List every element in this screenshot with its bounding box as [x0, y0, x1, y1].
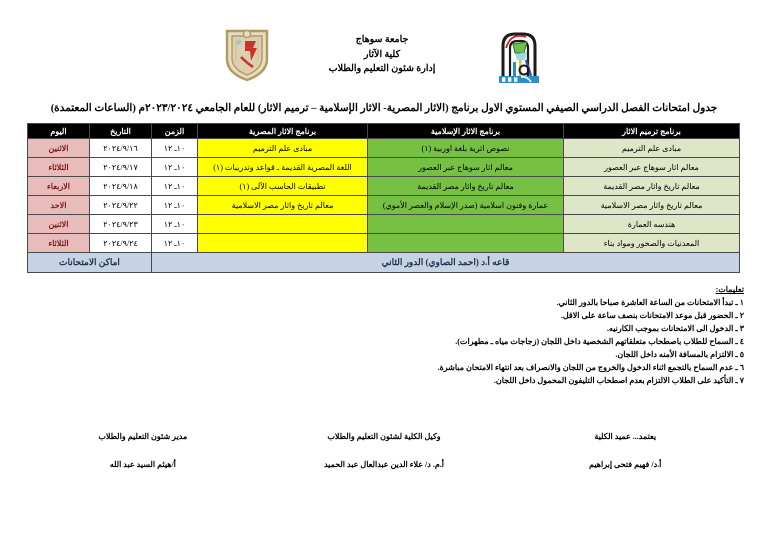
cell-time: ١٠ـ ١٢ [152, 158, 198, 177]
cell-egyptian: تطبيقات الحاسب الآلى (١) [198, 177, 368, 196]
signature-block-dean [506, 432, 744, 469]
cell-time: ١٠ـ ١٢ [152, 177, 198, 196]
cell-islamic: معالم تاريخ واثار مصر القديمة [368, 177, 564, 196]
page-title: جدول امتحانات الفصل الدراسي الصيفي المستوي الاول برنامج (الاثار المصرية- الاثار الإسلامية – ترميم الاثار) للعام الجامعي ٢٠٢٣/٢٠٢٤م (الساعات المعتمدة) [50, 103, 718, 114]
cell-date: ٢٠٢٤/٩/١٨ [90, 177, 152, 196]
signature-block-director [24, 432, 262, 469]
signature-name: أ.م. د/ علاء الدين عبدالعال عبد الحميد [323, 460, 445, 469]
cell-restoration: معالم اثار سوهاج عبر العصور [564, 158, 740, 177]
instruction-item: ٦ ـ عدم السماح بالتجمع اثناء الدخول والخروج من اللجان والانصراف بعد انتهاء الامتحان مباشرة. [437, 362, 744, 372]
signature-block-vice-dean [265, 432, 503, 469]
column-header-islamic: برنامج الاثار الإسلامية [368, 124, 564, 139]
cell-time: ١٠ـ ١٢ [152, 139, 198, 158]
cell-islamic: معالم اثار سوهاج عبر العصور [368, 158, 564, 177]
exam-place-value: قاعه أ.د (احمد الصاوي) الدور الثاني [152, 253, 740, 273]
signature-name: أ.د/ فهيم فتحى إبراهيم [589, 460, 662, 469]
instruction-item: ٥ ـ الالتزام بالمسافة الأمنه داخل اللجان. [615, 349, 744, 359]
department-name: إدارة شئون التعليم والطلاب [328, 64, 436, 75]
column-header-day: اليوم [28, 124, 90, 139]
table-header-row [28, 124, 740, 139]
table-row [28, 215, 740, 234]
instruction-item: ١ ـ تبدأ الامتحانات من الساعة العاشرة صباحا بالدور الثاني. [556, 298, 744, 307]
table-row [28, 158, 740, 177]
cell-date: ٢٠٢٤/٩/٢٣ [90, 215, 152, 234]
table-row [28, 234, 740, 253]
cell-egyptian: اللغة المصرية القديمة ـ قواعد وتدريبات (١) [198, 158, 368, 177]
exam-places-row [28, 253, 740, 273]
column-header-date: التاريخ [90, 124, 152, 139]
signature-role: مدير شئون التعليم والطلاب [98, 432, 188, 441]
cell-egyptian: مبادى علم الترميم [198, 139, 368, 158]
cell-restoration: معالم تاريخ واثار مصر الاسلامية [564, 196, 740, 215]
cell-time: ١٠ـ ١٢ [152, 215, 198, 234]
faculty-name: كلية الآثار [363, 49, 401, 60]
table-row [28, 139, 740, 158]
document-header [0, 0, 768, 80]
cell-restoration: مبادى علم الترميم [564, 139, 740, 158]
cell-restoration: المعدنيات والصخور ومواد بناء [564, 234, 740, 253]
cell-egyptian: معالم تاريخ واثار مصر الاسلامية [198, 196, 368, 215]
cell-day: الثلاثاء [28, 234, 90, 253]
cell-day: الثلاثاء [28, 158, 90, 177]
cell-date: ٢٠٢٤/٩/٢٢ [90, 196, 152, 215]
cell-islamic: نصوص اثرية بلغة اوربية (١) [368, 139, 564, 158]
signature-name: أ/هيثم السيد عبد الله [109, 460, 176, 469]
sohag-university-crest-icon [223, 27, 271, 83]
exam-schedule-table [27, 123, 740, 273]
cell-day: الاربعاء [28, 177, 90, 196]
instructions-list [0, 297, 744, 388]
cell-day: الاحد [28, 196, 90, 215]
cell-islamic: عمارة وفنون اسلامية (صدر الإسلام والعصر الأموي) [368, 196, 564, 215]
instruction-item: ٧ ـ التأكيد على الطلاب الالتزام بعدم اصطحاب التليفون المحمول داخل اللجان. [493, 375, 744, 385]
cell-time: ١٠ـ ١٢ [152, 234, 198, 253]
instruction-item: ٢ ـ الحضور قبل موعد الامتحانات بنصف ساعة على الاقل. [560, 310, 744, 320]
cell-restoration: معالم تاريخ واثار مصر القديمة [564, 177, 740, 196]
table-row [28, 196, 740, 215]
cell-islamic [368, 234, 564, 253]
cell-day: الاثنين [28, 215, 90, 234]
faculty-logo-icon [493, 26, 545, 84]
university-name: جامعة سوهاج [355, 34, 409, 45]
signature-role: يعتمد... عميد الكلية [594, 432, 657, 441]
cell-egyptian [198, 215, 368, 234]
column-header-egyptian: برنامج الاثار المصرية [198, 124, 368, 139]
instructions-section [0, 285, 768, 388]
instruction-item: ٤ ـ السماح للطلاب باصطحاب متعلقاتهم الشخصية داخل اللجان (زجاجات مياه ـ مطهرات). [455, 336, 744, 346]
cell-egyptian [198, 234, 368, 253]
cell-date: ٢٠٢٤/٩/١٧ [90, 158, 152, 177]
cell-date: ٢٠٢٤/٩/٢٤ [90, 234, 152, 253]
exam-place-label: اماكن الامتحانات [28, 253, 152, 273]
cell-date: ٢٠٢٤/٩/١٦ [90, 139, 152, 158]
cell-islamic [368, 215, 564, 234]
signature-role: وكيل الكلية لشئون التعليم والطلاب [327, 432, 441, 441]
signatures-section [24, 432, 744, 469]
institution-block [329, 33, 436, 77]
column-header-time: الزمن [152, 124, 198, 139]
table-row [28, 177, 740, 196]
cell-time: ١٠ـ ١٢ [152, 196, 198, 215]
cell-restoration: هندسه العمارة [564, 215, 740, 234]
instructions-title: تعليمات: [715, 285, 744, 294]
column-header-restoration: برنامج ترميم الاثار [564, 124, 740, 139]
instruction-item: ٣ ـ الدخول الى الامتحانات بموجب الكارنيه. [606, 323, 744, 333]
cell-day: الاثنين [28, 139, 90, 158]
